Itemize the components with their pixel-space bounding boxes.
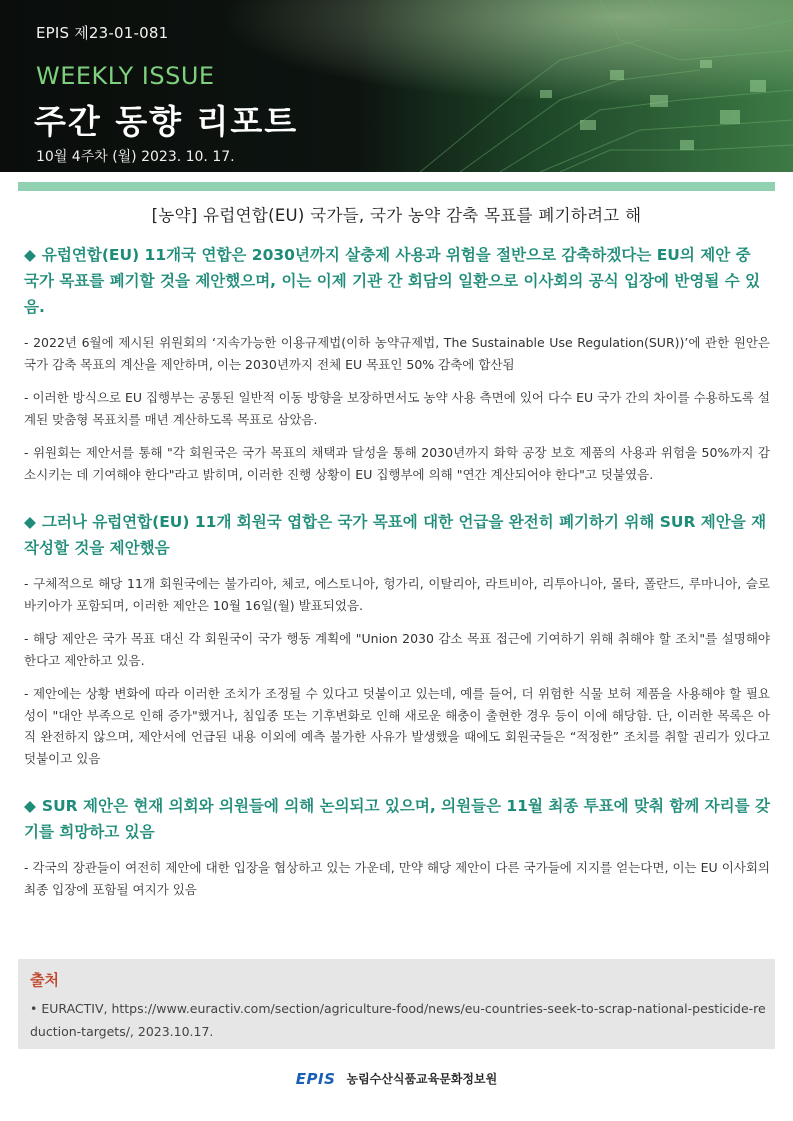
section-heading: [24, 509, 770, 561]
section-heading-text: 그러나 유럽연합(EU) 11개 회원국 엽합은 국가 목표에 대한 언급을 완전히 폐기하기 위해 SUR 제안을 재작성할 것을 제안했음: [24, 513, 767, 557]
section-2: [24, 509, 770, 769]
source-citation[interactable]: • EURACTIV, https://www.euractiv.com/section/agriculture-food/news/eu-countries-seek-to-scrap-national-pesticide-reduction-targets/, 2023.10.17.: [30, 1001, 766, 1039]
bullet-paragraph: - 2022년 6월에 제시된 위원회의 ‘지속가능한 이용규제법(이하 농약규제법, The Sustainable Use Regulation(SUR))’에 관한 원안은 국가 감축 목표의 계산을 제안하며, 이는 2030년까지 전체 EU 목표인 50% 감축에 합산됨: [24, 335, 770, 372]
bullet-paragraph: - 위원회는 제안서를 통해 "각 회원국은 국가 목표의 채택과 달성을 통해 2030년까지 화학 공장 보호 제품의 사용과 위험을 50%까지 감소시키는 데 기여해야 한다"라고 밝히며, 이러한 진행 상황이 EU 집행부에 의해 "연간 계산되어야 한다"고 덧붙였음.: [24, 445, 770, 482]
section-heading-text: SUR 제안은 현재 의회와 의원들에 의해 논의되고 있으며, 의원들은 11월 최종 투표에 맞춰 함께 자리를 갖기를 희망하고 있음: [24, 797, 770, 841]
footer: [0, 1068, 793, 1088]
section-3: [24, 793, 770, 900]
bullet-paragraph: - 해당 제안은 국가 목표 대신 각 회원국이 국가 행동 계획에 "Union 2030 감소 목표 접근에 기여하기 위해 취해야 할 조치"를 설명해야 한다고 제안하고 있음.: [24, 631, 770, 668]
bullet-paragraph: - 구체적으로 해당 11개 회원국에는 불가리아, 체코, 에스토니아, 헝가리, 이탈리아, 라트비아, 리투아니아, 몰타, 폴란드, 루마니아, 슬로바키아가 포함되며, 이러한 제안은 10월 16일(월) 발표되었음.: [24, 576, 770, 613]
bullet-paragraph: - 이러한 방식으로 EU 집행부는 공통된 일반적 이동 방향을 보장하면서도 농약 사용 측면에 있어 다수 EU 국가 간의 차이를 수용하도록 설계된 맞춤형 목표치를 매년 계산하도록 목표로 삼았음.: [24, 390, 770, 427]
section-heading: [24, 793, 770, 845]
bullet-paragraph: - 각국의 장관들이 여전히 제안에 대한 입장을 협상하고 있는 가운데, 만약 해당 제안이 다른 국가들에 지지를 얻는다면, 이는 EU 이사회의 최종 입장에 포함될 여지가 있음: [24, 860, 770, 897]
diamond-icon: ◆: [24, 246, 36, 264]
header-banner: [0, 0, 793, 172]
epis-logo: EPIS: [295, 1069, 336, 1088]
document-id: EPIS 제23-01-081: [36, 24, 169, 42]
section-1: [24, 242, 770, 485]
divider-bar: [18, 182, 775, 191]
diamond-icon: ◆: [24, 513, 36, 531]
article-headline: [농약] 유럽연합(EU) 국가들, 국가 농약 감축 목표를 폐기하려고 해: [151, 206, 642, 225]
section-heading: [24, 242, 770, 320]
sources-title: 출처: [30, 971, 59, 989]
report-title: 주간 동향 리포트: [34, 102, 299, 141]
sources-box: [18, 959, 775, 1049]
report-date: 10월 4주차 (월) 2023. 10. 17.: [36, 149, 235, 165]
organization-name: 농림수산식품교육문화정보원: [346, 1072, 498, 1086]
section-heading-text: 유럽연합(EU) 11개국 연합은 2030년까지 살충제 사용과 위험을 절반으로 감축하겠다는 EU의 제안 중 국가 목표를 폐기할 것을 제안했으며, 이는 이제 기관 간 회담의 일환으로 이사회의 공식 입장에 반영될 수 있음.: [24, 246, 761, 316]
weekly-issue-label: WEEKLY ISSUE: [36, 62, 215, 90]
diamond-icon: ◆: [24, 797, 36, 815]
bullet-paragraph: - 제안에는 상황 변화에 따라 이러한 조치가 조정될 수 있다고 덧붙이고 있는데, 예를 들어, 더 위험한 식물 보허 제품을 사용해야 할 필요성이 "대안 부족으로 인해 증가"했거나, 침입종 또는 기후변화로 인해 새로운 해충이 출현한 경우 등이 이에 해당함. 단, 이러한 목록은 아직 완전하지 않으며, 제안서에 언급된 내용 이외에 예측 불가한 사유가 발생했을 때에도 회원국들은 “적정한” 조치를 취할 권리가 있다고 덧붙이고 있음: [24, 686, 770, 766]
article-body: [24, 242, 770, 924]
